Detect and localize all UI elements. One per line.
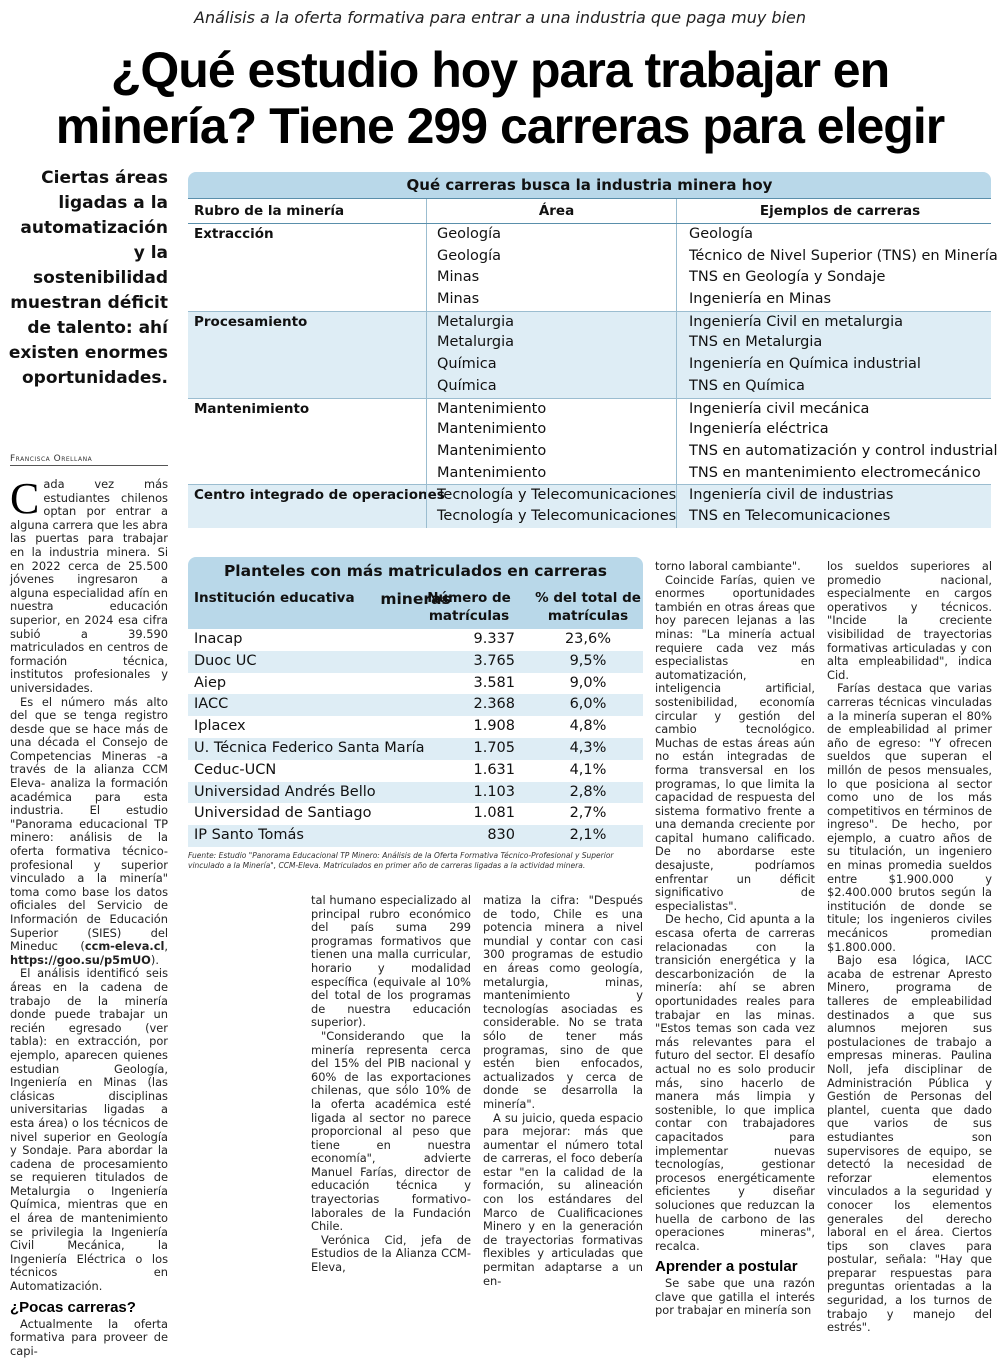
column-header-institucion: Institución educativa xyxy=(194,590,355,606)
enrollment-count-cell: 9.337 xyxy=(473,631,515,647)
career-cell: Ingeniería Civil en metalurgia xyxy=(676,312,991,333)
table-row xyxy=(188,651,643,673)
enrollment-count-cell: 2.368 xyxy=(473,696,515,713)
percentage-cell: 2,7% xyxy=(569,805,607,822)
area-cell: Minas xyxy=(426,267,676,289)
source-link[interactable]: ccm-eleva.cl xyxy=(84,939,165,954)
institution-cell: Duoc UC xyxy=(194,652,257,669)
article-kicker: Análisis a la oferta formativa para entrar a una industria que paga muy bien xyxy=(194,8,806,27)
table-row xyxy=(188,694,643,716)
table-row xyxy=(188,629,643,651)
rubro-cell: Procesamiento xyxy=(194,313,308,330)
career-cell: Ingeniería civil mecánica xyxy=(676,399,991,420)
rubro-cell xyxy=(188,441,426,463)
drop-cap: C xyxy=(10,474,40,523)
rubro-cell xyxy=(188,246,426,268)
area-cell: Metalurgia xyxy=(426,332,676,354)
institution-cell: Universidad de Santiago xyxy=(194,805,372,822)
paragraph: Verónica Cid, jefa de Estudios de la Alianza CCM-Eleva, xyxy=(311,1232,471,1275)
enrollment-count-cell: 1.103 xyxy=(473,783,515,800)
body-column-5 xyxy=(827,559,992,1335)
percentage-cell: 4,1% xyxy=(569,761,607,778)
institution-cell: U. Técnica Federico Santa María xyxy=(194,739,425,756)
career-cell: Ingeniería en Química industrial xyxy=(676,354,991,376)
rubro-cell xyxy=(188,419,426,441)
enrollment-count-cell: 1.908 xyxy=(473,718,515,735)
body-column-4 xyxy=(655,559,815,1318)
table-row xyxy=(188,354,991,376)
percentage-cell: 6,0% xyxy=(569,696,607,713)
paragraph: Farías destaca que varias carreras técnicas vinculadas a la minería superan el 80% de empleabilidad al primer año de egreso: "Y ofrecen sueldos que superan el millón de pesos mensuales, lo que posiciona al sector como uno de los más competitivos en términos de ingreso". De hecho, por ejemplo, a cuatro años de su titulación, un ingeniero en minas promedia sueldos entre $1.900.000 y $2.400.000 brutos según la institución de donde se titule; los ingenieros civiles mecánicos promedian $1.800.000. xyxy=(827,681,992,954)
careers-table-header xyxy=(188,198,991,224)
enrollment-count-cell: 3.581 xyxy=(473,674,515,691)
paragraph: Se sabe que una razón clave que gatilla el interés por trabajar en minería son xyxy=(655,1276,815,1318)
enrollment-count-cell: 1.631 xyxy=(473,761,515,778)
table-row xyxy=(188,782,643,804)
area-cell: Geología xyxy=(426,246,676,268)
paragraph: El análisis identificó seis áreas en la cadena de trabajo de la minería donde puede trabajar un recién egresado (ver tabla): en extracción, por ejemplo, aparecen quienes estudian Geología, Ingeniería en Minas (las clásicas disciplinas universitarias ligadas a esta área) o los técnicos de nivel superior en Geología y Sondaje. Para abordar la cadena de procesamiento se requieren titulados de Metalurgia o Ingeniería Química, mientras que en el área de mantenimiento se privilegia la Ingeniería Civil Mecánica, la Ingeniería Eléctrica o los técnicos en Automatización. xyxy=(10,966,168,1294)
table-row xyxy=(188,246,998,268)
careers-table-title: Qué carreras busca la industria minera hoy xyxy=(188,172,991,198)
institution-cell: Ceduc-UCN xyxy=(194,761,277,778)
table-row xyxy=(188,419,991,441)
paragraph: Coincide Farías, quien ve enormes oportunidades también en otras áreas que hoy parecen lejanas a las minas: "La minería actual requiere cada vez más especialistas en automatización, inteligencia artificial, sostenibilidad, economía circular y gestión del cambio tecnológico. Muchas de estas áreas aún no están integradas de forma transversal en los programas, lo que limita la capacidad de respuesta del sistema formativo frente a una demanda creciente por capital humano calificado. De no abordarse este desajuste, podríamos enfrentar un déficit significativo de especialistas". xyxy=(655,572,815,913)
enrollment-count-cell: 3.765 xyxy=(473,652,515,669)
subheading: Aprender a postular xyxy=(655,1258,798,1276)
paragraph: los sueldos superiores al promedio nacional, especialmente en cargos operativos y técnicos. "Incide la creciente visibilidad de trayectorias formativas articuladas y con alta empleabilidad", indica Cid. xyxy=(827,559,992,682)
career-cell: Ingeniería civil de industrias xyxy=(676,485,991,506)
body-column-2 xyxy=(311,893,471,1275)
area-cell: Tecnología y Telecomunicaciones xyxy=(426,485,676,506)
rubro-cell xyxy=(188,289,426,311)
table-row xyxy=(188,803,643,825)
enrollment-table-header xyxy=(188,585,643,629)
paragraph: matiza la cifra: "Después de todo, Chile es una potencia minera a nivel mundial y contar con casi 300 programas de estudio en áreas como geología, metalurgia, minas, mantenimiento y tecnologías asociadas es considerable. No se trata sólo de tener más programas, sino de que estén bien enfocados, actualizados y cerca de donde se desarrolla la minería". xyxy=(483,893,643,1111)
institution-cell: Universidad Andrés Bello xyxy=(194,783,376,800)
subheading: ¿Pocas carreras? xyxy=(10,1298,136,1316)
percentage-cell: 9,0% xyxy=(569,674,607,691)
paragraph: De hecho, Cid apunta a la escasa oferta de carreras relacionadas con la transición energética y la descarbonización de la minería: ahí se abren oportunidades reales para trabajar en las minas. "Estos temas son cada vez más relevantes para el futuro del sector. El desafío actual no es solo producir más, sino hacerlo de manera más limpia y sostenible, lo que implica contar con trabajadores capacitados para implementar nuevas tecnologías, gestionar procesos energéticamente eficientes y diseñar soluciones que reduzcan la huella de carbono de las operaciones mineras", recalca. xyxy=(655,912,815,1253)
enrollment-table xyxy=(188,557,643,871)
area-cell: Química xyxy=(426,354,676,376)
table-row xyxy=(188,311,991,333)
area-cell: Minas xyxy=(426,289,676,311)
paragraph: Es el número más alto del que se tenga registro desde que se hace más de una década el Consejo de Competencias Mineras -a través de la alianza CCM Eleva- analiza la formación académica para esta industria. El estudio "Panorama educacional TP minero: análisis de la oferta formativa técnico-profesional y superior vinculado a la minería" toma como base los datos oficiales del Servicio de Información de Educación Superior (SIES) del Mineduc (ccm-eleva.cl, https://goo.su/p5mUO). xyxy=(10,694,168,967)
enrollment-table-title: Planteles con más matriculados en carreras mineras xyxy=(188,557,643,585)
career-cell: TNS en mantenimiento electromecánico xyxy=(676,463,991,485)
table-row xyxy=(188,484,991,506)
column-header-ejemplos: Ejemplos de carreras xyxy=(676,199,991,223)
career-cell: TNS en Geología y Sondaje xyxy=(676,267,991,289)
table-row xyxy=(188,506,991,528)
body-column-3 xyxy=(483,893,643,1288)
career-cell: TNS en Telecomunicaciones xyxy=(676,506,991,528)
enrollment-count-cell: 1.081 xyxy=(473,805,515,822)
article-headline: ¿Qué estudio hoy para trabajar en minería? Tiene 299 carreras para elegir xyxy=(55,42,945,154)
rubro-cell: Centro integrado de operaciones xyxy=(194,487,445,504)
career-cell: Técnico de Nivel Superior (TNS) en Minería xyxy=(676,246,991,268)
table-row xyxy=(188,673,643,695)
enrollment-count-cell: 830 xyxy=(487,827,515,844)
rubro-cell xyxy=(188,354,426,376)
area-cell: Metalurgia xyxy=(426,312,676,333)
body-column-1 xyxy=(10,474,168,1358)
paragraph: Actualmente la oferta formativa para proveer de capi- xyxy=(10,1316,168,1358)
percentage-cell: 23,6% xyxy=(564,631,612,647)
table-row xyxy=(188,760,643,782)
table-row xyxy=(188,332,991,354)
percentage-cell: 4,8% xyxy=(569,718,607,735)
area-cell: Mantenimiento xyxy=(426,419,676,441)
institution-cell: IP Santo Tomás xyxy=(194,827,304,844)
enrollment-table-body xyxy=(188,629,643,847)
table-row xyxy=(188,224,991,246)
table-row xyxy=(188,441,998,463)
institution-cell: Aiep xyxy=(194,674,227,691)
table-row xyxy=(188,398,991,420)
table-row xyxy=(188,825,643,847)
table-row xyxy=(188,716,643,738)
institution-cell: Inacap xyxy=(194,631,243,647)
institution-cell: Iplacex xyxy=(194,718,246,735)
paragraph: Bajo esa lógica, IACC acaba de estrenar Apresto Minero, programa de talleres de empleabilidad destinados a que sus alumnos mejoren sus postulaciones de trabajo a empresas mineras. Paulina Noll, jefa disciplinar de Administración Pública y Gestión de Personas del plantel, cuenta que dado que varios de sus estudiantes son supervisores de equipo, se detectó la necesidad de reforzar elementos vinculados a la seguridad y conocer los elementos generales del derecho laboral en el área. Ciertos tips son claves para postular, señala: "Hay que preparar respuestas para preguntas orientadas a la seguridad, a los turnos de trabajo y manejo del estrés". xyxy=(827,953,992,1335)
table-row xyxy=(188,289,991,311)
article-deck: Ciertas áreas ligadas a la automatización y la sostenibilidad muestran déficit de talento: ahí existen enormes oportunidades. xyxy=(8,168,168,388)
careers-table-body xyxy=(188,224,998,528)
source-link-2[interactable]: https://goo.su/p5mUO xyxy=(10,952,151,967)
column-header-matriculas: Número de matrículas xyxy=(427,590,511,624)
area-cell: Mantenimiento xyxy=(426,441,676,463)
area-cell: Mantenimiento xyxy=(426,399,676,420)
table-row xyxy=(188,267,991,289)
rubro-cell xyxy=(188,332,426,354)
table-row xyxy=(188,463,991,485)
percentage-cell: 2,8% xyxy=(569,783,607,800)
percentage-cell: 2,1% xyxy=(569,827,607,844)
institution-cell: IACC xyxy=(194,696,229,713)
column-header-porcentaje: % del total de matrículas xyxy=(535,590,641,624)
paragraph: "Considerando que la minería representa cerca del 15% del PIB nacional y 60% de las exportaciones chilenas, que sólo 10% de la oferta académica esté ligada al sector no parece proporcional al peso que tiene en nuestra economía", advierte Manuel Farías, director de educación técnica y trayectorias formativo-laborales de la Fundación Chile. xyxy=(311,1028,471,1234)
area-cell: Mantenimiento xyxy=(426,463,676,485)
paragraph: torno laboral cambiante". xyxy=(655,559,801,573)
career-cell: TNS en Química xyxy=(676,376,991,398)
rubro-cell xyxy=(188,463,426,485)
career-cell: Ingeniería en Minas xyxy=(676,289,991,311)
table-row xyxy=(188,738,643,760)
rubro-cell: Extracción xyxy=(194,226,274,242)
rubro-cell: Mantenimiento xyxy=(194,400,310,417)
enrollment-count-cell: 1.705 xyxy=(473,739,515,756)
column-header-rubro: Rubro de la minería xyxy=(194,203,345,219)
paragraph: tal humano especializado al principal rubro económico del país suma 299 programas formativos que tienen una malla curricular, horario y modalidad específica (equivale al 10% del total de los programas de nuestra educación superior). xyxy=(311,893,471,1030)
career-cell: Ingeniería eléctrica xyxy=(676,419,991,441)
career-cell: Geología xyxy=(676,224,991,246)
area-cell: Geología xyxy=(426,224,676,246)
percentage-cell: 4,3% xyxy=(569,739,607,756)
paragraph: Cada vez más estudiantes chilenos optan por entrar a alguna carrera que les abra las puertas para trabajar en la industria minera. Si en 2022 cerca de 25.500 jóvenes ingresaron a alguna especialidad afín en nuestra educación superior, en 2024 esa cifra subió a 39.590 matriculados en centros de formación técnica, institutos profesionales y universidades. xyxy=(10,474,168,695)
paragraph: A su juicio, queda espacio para mejorar: más que aumentar el número total de carreras, el foco debería estar "en la calidad de la formación, su alineación con los estándares del Marco de Cualificaciones Minero y en la generación de trayectorias formativas flexibles y articuladas que permitan adaptarse a un en- xyxy=(483,1110,643,1288)
percentage-cell: 9,5% xyxy=(569,652,607,669)
career-cell: TNS en Metalurgia xyxy=(676,332,991,354)
rubro-cell xyxy=(188,267,426,289)
career-cell: TNS en automatización y control industrial xyxy=(676,441,991,463)
table-source-note: Fuente: Estudio "Panorama Educacional TP Minero: Análisis de la Oferta Formativa Técnico-Profesional y Superior vinculado a la Minería", CCM-Eleva. Matriculados en primer año de carreras ligadas a la actividad minera. xyxy=(188,850,614,870)
rubro-cell xyxy=(188,506,426,528)
rubro-cell xyxy=(188,376,426,398)
table-row xyxy=(188,376,991,398)
careers-table xyxy=(188,172,998,529)
area-cell: Química xyxy=(426,376,676,398)
column-header-area: Área xyxy=(426,199,676,223)
area-cell: Tecnología y Telecomunicaciones xyxy=(426,506,676,528)
byline: Francisca Orellana xyxy=(10,454,168,466)
